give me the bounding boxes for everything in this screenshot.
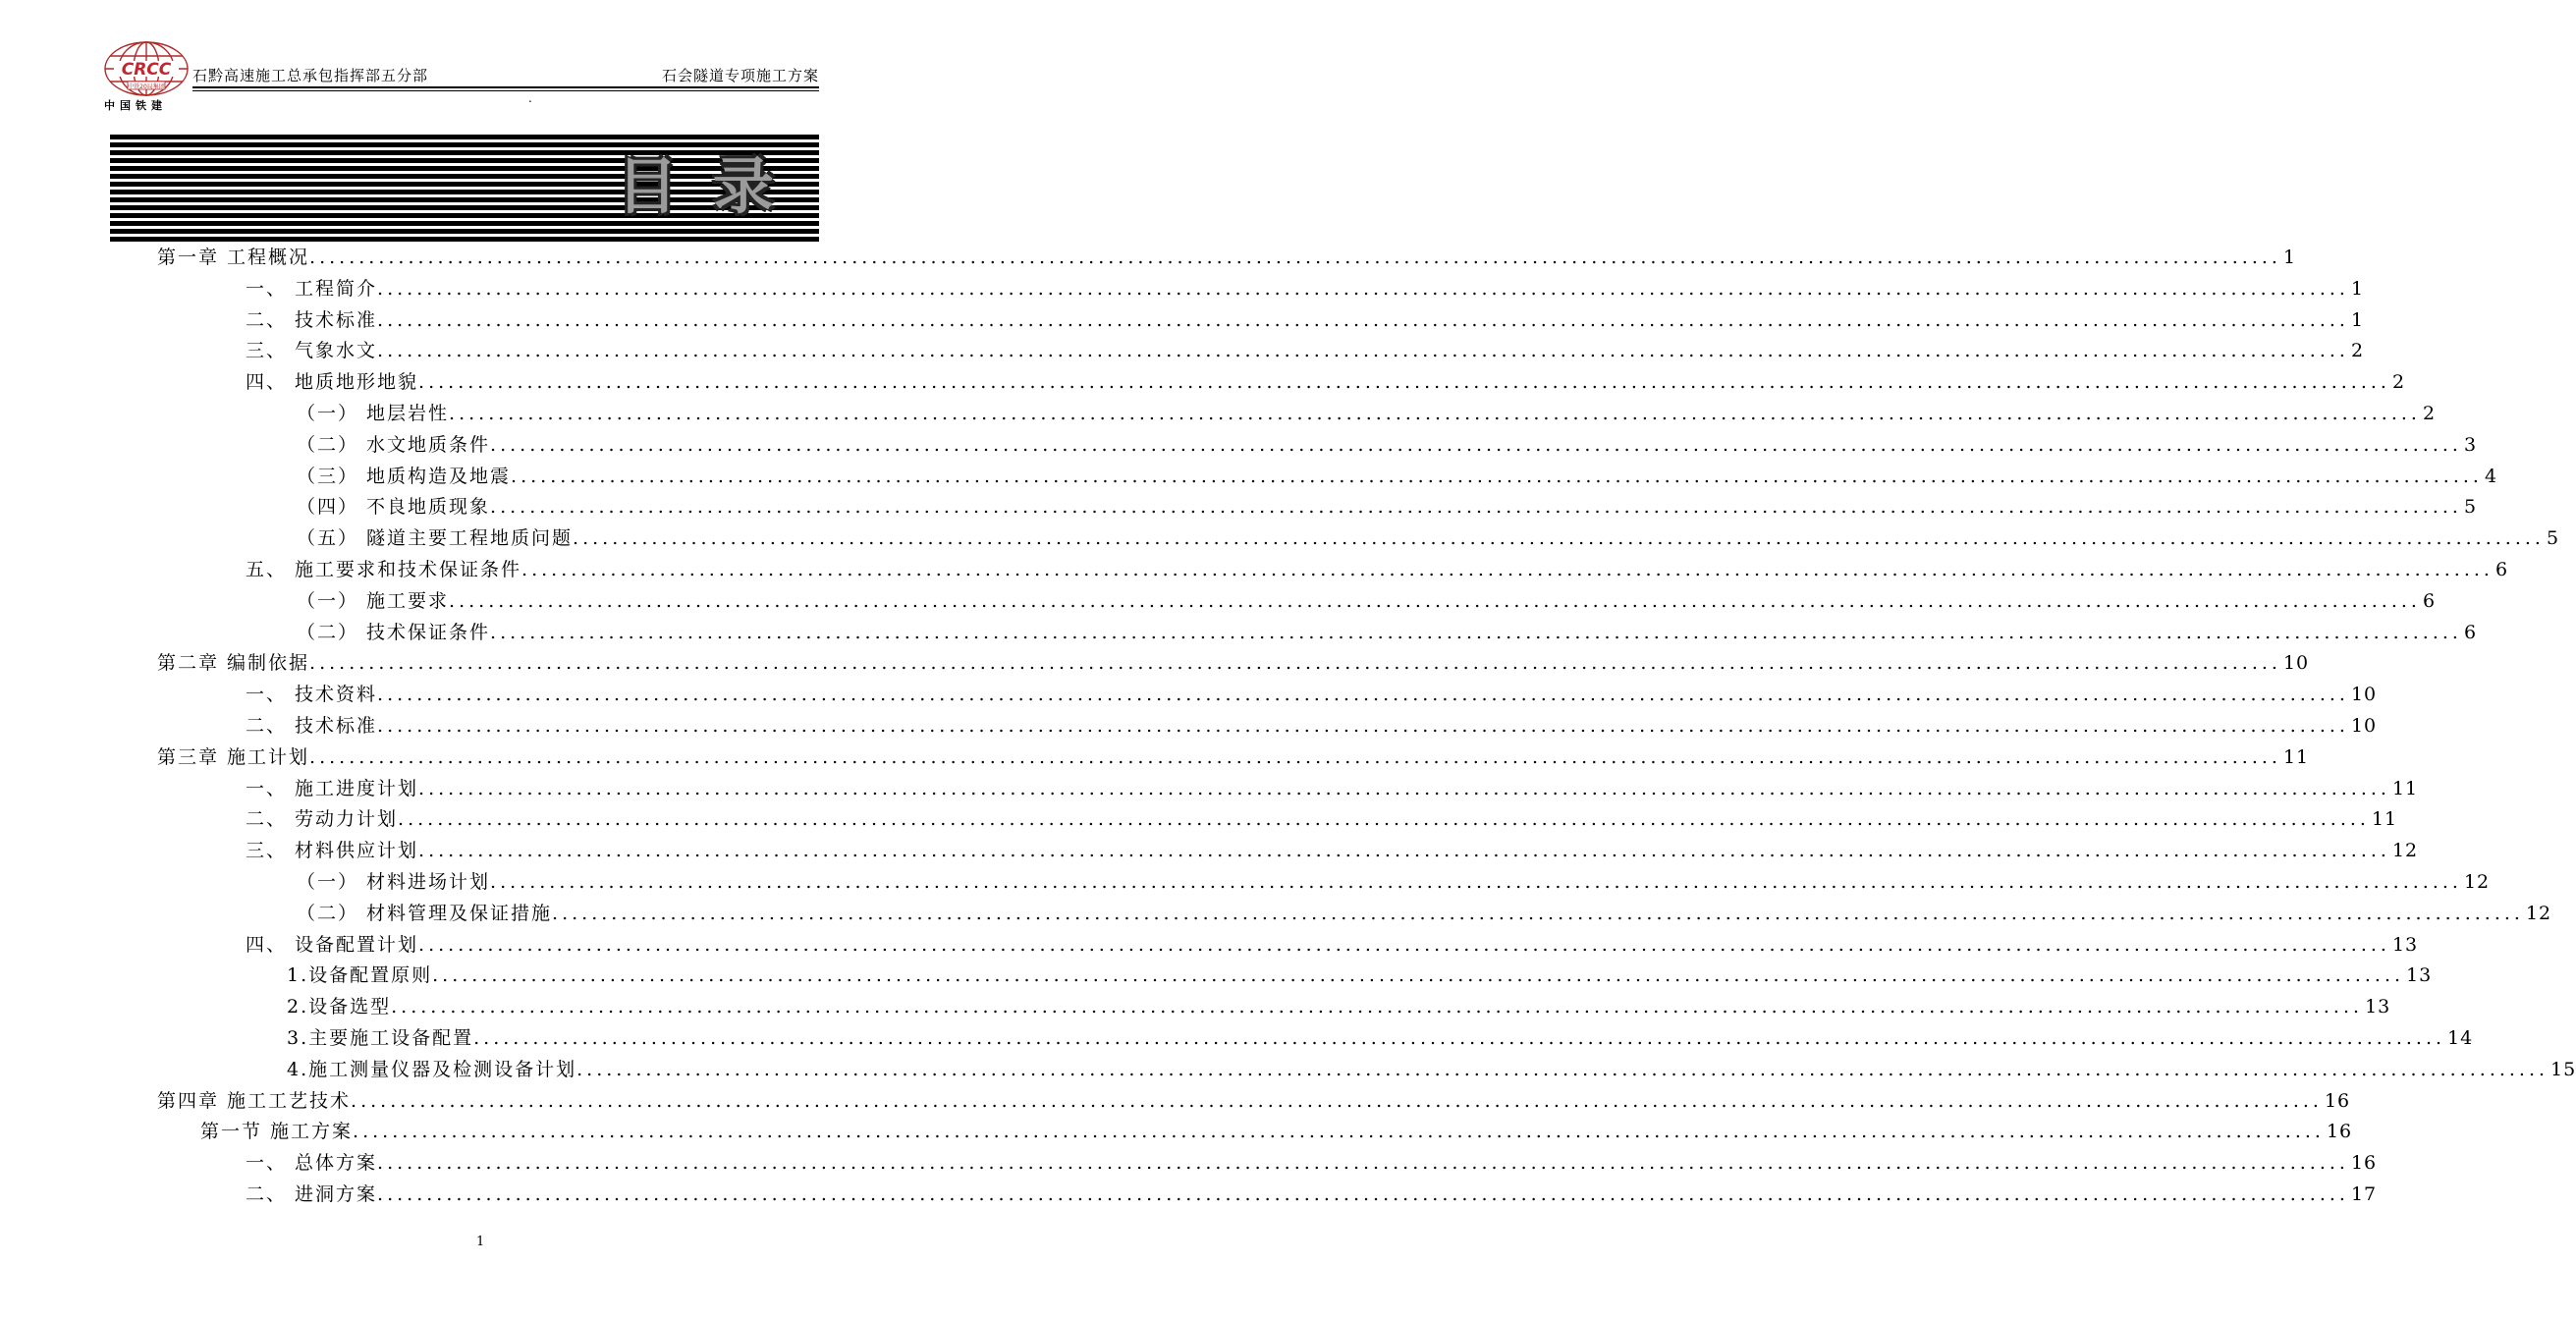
toc-entry[interactable]: [287, 992, 2391, 1021]
toc-entry-label: （一） 施工要求: [297, 589, 450, 612]
toc-entry-page: 11: [2371, 808, 2398, 831]
toc-entry[interactable]: [297, 899, 2552, 928]
toc-entry-label: 三、 材料供应计划: [246, 840, 419, 862]
toc-dot-leader: ........................................................................................................................................................................................................: [511, 465, 2483, 487]
toc-entry[interactable]: [246, 1180, 2378, 1209]
toc-entry[interactable]: [297, 462, 2498, 491]
toc-dot-leader: ........................................................................................................................................................................................................: [418, 933, 2390, 956]
toc-entry-label: （二） 材料管理及保证措施: [297, 902, 553, 924]
toc-entry-page: 1: [2350, 277, 2365, 300]
toc-entry-page: 6: [2463, 621, 2478, 643]
toc-entry-page: 14: [2447, 1027, 2474, 1049]
toc-entry[interactable]: [297, 492, 2478, 522]
toc-entry[interactable]: [297, 430, 2478, 460]
toc-dot-leader: ........................................................................................................................................................................................................: [573, 527, 2545, 550]
toc-entry-label: 一、 施工进度计划: [246, 777, 419, 799]
toc-entry[interactable]: [157, 742, 2310, 772]
toc-dot-leader: ........................................................................................................................................................................................................: [521, 559, 2494, 580]
toc-entry-page: 4: [2484, 465, 2498, 487]
toc-entry[interactable]: [246, 336, 2365, 365]
toc-entry-label: 一、 工程简介: [246, 277, 378, 300]
toc-dot-leader: ........................................................................................................................................................................................................: [490, 433, 2462, 456]
toc-entry-page: 3: [2463, 433, 2478, 456]
toc-entry-page: 2: [2422, 403, 2437, 424]
header-rule: [192, 86, 819, 88]
toc-entry-label: 2.设备选型: [287, 996, 392, 1018]
toc-entry-page: 12: [2463, 871, 2491, 893]
toc-entry[interactable]: [297, 618, 2478, 647]
toc-entry[interactable]: [157, 1086, 2351, 1116]
toc-dot-leader: ........................................................................................................................................................................................................: [418, 840, 2390, 862]
toc-dot-leader: ........................................................................................................................................................................................................: [473, 1027, 2446, 1049]
toc-entry[interactable]: [246, 367, 2406, 397]
toc-entry-label: 五、 施工要求和技术保证条件: [246, 559, 522, 580]
header-right-title: 石会隧道专项施工方案: [661, 67, 819, 84]
toc-entry-label: 四、 地质地形地貌: [246, 371, 419, 394]
toc-dot-leader: ........................................................................................................................................................................................................: [449, 403, 2421, 424]
toc-dot-leader: ........................................................................................................................................................................................................: [377, 277, 2349, 300]
toc-dot-leader: ........................................................................................................................................................................................................: [353, 1121, 2325, 1143]
toc-entry-page: 1: [2282, 247, 2297, 268]
toc-entry[interactable]: [246, 711, 2378, 741]
toc-dot-leader: ........................................................................................................................................................................................................: [418, 777, 2390, 799]
toc-entry-label: 四、 设备配置计划: [246, 933, 419, 956]
toc-entry-label: 第二章 编制依据: [157, 652, 310, 675]
toc-dot-leader: ........................................................................................................................................................................................................: [377, 340, 2349, 362]
toc-entry-page: 16: [2324, 1089, 2351, 1112]
toc-dot-leader: ........................................................................................................................................................................................................: [309, 652, 2281, 675]
header-left-title: 石黔高速施工总承包指挥部五分部: [192, 67, 429, 84]
toc-entry-page: 13: [2406, 964, 2433, 987]
toc-dot-leader: ........................................................................................................................................................................................................: [490, 621, 2462, 643]
toc-entry[interactable]: [157, 243, 2297, 272]
toc-dot-leader: ........................................................................................................................................................................................................: [377, 684, 2349, 706]
toc-dot-leader: ........................................................................................................................................................................................................: [377, 1152, 2349, 1175]
toc-dot-leader: ........................................................................................................................................................................................................: [377, 715, 2349, 737]
toc-entry-label: 二、 技术标准: [246, 308, 378, 331]
toc-entry[interactable]: [297, 523, 2560, 553]
toc-entry[interactable]: [297, 867, 2491, 897]
toc-entry-label: （四） 不良地质现象: [297, 496, 491, 519]
toc-entry[interactable]: [287, 1055, 2576, 1084]
toc-entry-page: 6: [2494, 559, 2509, 580]
toc-entry-label: 三、 气象水文: [246, 340, 378, 362]
logo-caption: 中国铁建: [104, 99, 167, 112]
toc-entry-label: 第三章 施工计划: [157, 745, 310, 768]
toc-entry[interactable]: [297, 586, 2437, 616]
toc-entry-label: 二、 劳动力计划: [246, 808, 399, 831]
toc-dot-leader: ........................................................................................................................................................................................................: [449, 589, 2421, 612]
toc-entry[interactable]: [246, 555, 2509, 584]
toc-entry-label: 第一章 工程概况: [157, 247, 310, 268]
toc-entry-label: 一、 技术资料: [246, 684, 378, 706]
toc-entry-page: 10: [2282, 652, 2310, 675]
toc-entry[interactable]: [287, 961, 2433, 990]
toc-entry[interactable]: [246, 836, 2419, 865]
toc-entry-label: 1.设备配置原则: [287, 964, 433, 987]
toc-entry-label: （二） 水文地质条件: [297, 433, 491, 456]
toc-dot-leader: ........................................................................................................................................................................................................: [490, 496, 2462, 519]
toc-dot-leader: ........................................................................................................................................................................................................: [377, 308, 2349, 331]
toc-entry-label: （二） 技术保证条件: [297, 621, 491, 643]
toc-entry-page: 13: [2391, 933, 2419, 956]
toc-entry-page: 5: [2546, 527, 2560, 550]
toc-dot-leader: ........................................................................................................................................................................................................: [432, 964, 2405, 987]
toc-entry-page: 12: [2525, 902, 2552, 924]
toc-entry-label: 3.主要施工设备配置: [287, 1027, 474, 1049]
toc-entry-page: 11: [2391, 777, 2419, 799]
toc-entry-label: 一、 总体方案: [246, 1152, 378, 1175]
toc-entry-label: 第四章 施工工艺技术: [157, 1089, 352, 1112]
toc-dot-leader: ........................................................................................................................................................................................................: [351, 1089, 2323, 1112]
toc-entry-page: 10: [2350, 684, 2378, 706]
toc-entry-page: 15: [2550, 1058, 2576, 1080]
header-dot: .: [528, 91, 532, 105]
toc-dot-leader: ........................................................................................................................................................................................................: [309, 745, 2281, 768]
toc-dot-leader: ........................................................................................................................................................................................................: [490, 871, 2462, 893]
toc-banner-title: 目录: [616, 150, 809, 222]
toc-entry-page: 6: [2422, 589, 2437, 612]
toc-entry-page: 2: [2350, 340, 2365, 362]
toc-entry[interactable]: [246, 680, 2378, 709]
toc-entry-label: 二、 进洞方案: [246, 1183, 378, 1205]
toc-entry-page: 1: [2350, 308, 2365, 331]
toc-banner: [110, 135, 819, 243]
toc-entry-label: （一） 地层岩性: [297, 403, 450, 424]
toc-entry-page: 13: [2365, 996, 2391, 1018]
toc-entry[interactable]: [246, 774, 2419, 803]
toc-entry-label: （五） 隧道主要工程地质问题: [297, 527, 574, 550]
header-rule-thin: [192, 90, 819, 91]
toc-entry-label: 二、 技术标准: [246, 715, 378, 737]
toc-entry[interactable]: [246, 930, 2419, 960]
toc-dot-leader: ........................................................................................................................................................................................................: [552, 902, 2524, 924]
toc-entry[interactable]: [246, 1148, 2378, 1178]
toc-entry-page: 2: [2391, 371, 2406, 394]
toc-entry-page: 16: [2350, 1152, 2378, 1175]
toc-dot-leader: ........................................................................................................................................................................................................: [418, 371, 2390, 394]
toc-entry[interactable]: [297, 399, 2437, 428]
toc-dot-leader: ........................................................................................................................................................................................................: [398, 808, 2370, 831]
toc-dot-leader: ........................................................................................................................................................................................................: [576, 1058, 2549, 1080]
logo-subtext: 中铁20局集团: [128, 83, 165, 90]
toc-entry-label: （一） 材料进场计划: [297, 871, 491, 893]
toc-entry[interactable]: [246, 305, 2365, 335]
toc-entry-page: 12: [2391, 840, 2419, 862]
toc-entry-label: （三） 地质构造及地震: [297, 465, 512, 487]
toc-entry[interactable]: [287, 1023, 2474, 1053]
toc-dot-leader: ........................................................................................................................................................................................................: [377, 1183, 2349, 1205]
logo-text: CRCC: [121, 60, 172, 80]
toc-entry-page: 11: [2282, 745, 2310, 768]
toc-dot-leader: ........................................................................................................................................................................................................: [309, 247, 2281, 268]
toc-entry-label: 第一节 施工方案: [200, 1121, 354, 1143]
toc-entry-label: 4.施工测量仪器及检测设备计划: [287, 1058, 577, 1080]
toc-entry-page: 16: [2326, 1121, 2353, 1143]
toc-entry-page: 10: [2350, 715, 2378, 737]
toc-entry[interactable]: [246, 804, 2398, 834]
toc-entry[interactable]: [200, 1117, 2353, 1146]
toc-entry[interactable]: [157, 648, 2310, 678]
toc-dot-leader: ........................................................................................................................................................................................................: [391, 996, 2364, 1018]
toc-entry[interactable]: [246, 274, 2365, 303]
page-number: 1: [476, 1235, 485, 1249]
toc-entry-page: 5: [2463, 496, 2478, 519]
toc-entry-page: 17: [2350, 1183, 2378, 1205]
